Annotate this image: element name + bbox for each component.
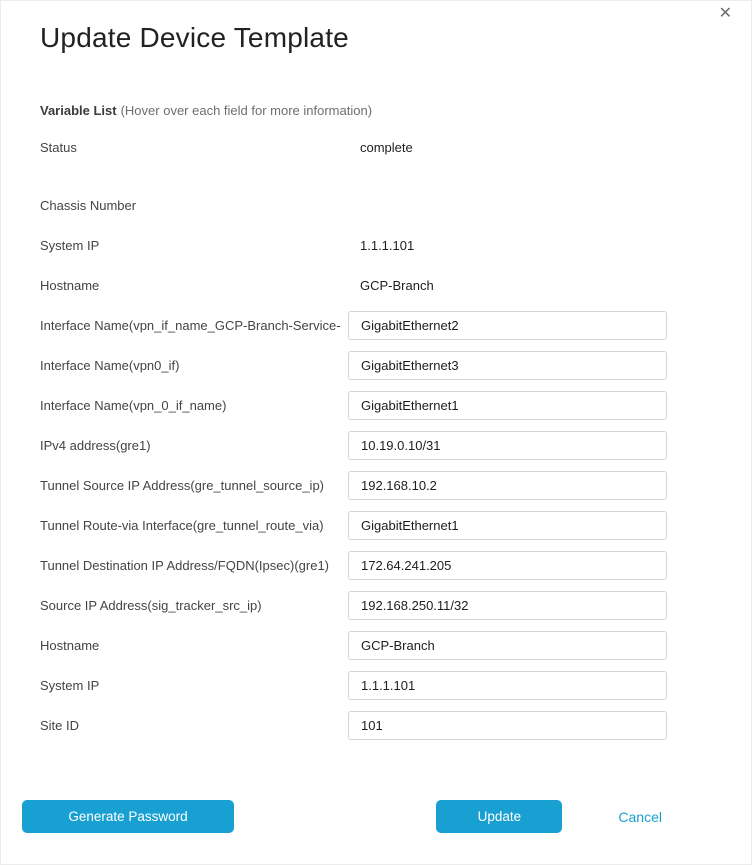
interface-name-vpn0-if-input[interactable] xyxy=(348,351,667,380)
ipv4-address-gre1-input[interactable] xyxy=(348,431,667,460)
variable-row-system-ip-2 xyxy=(40,665,667,705)
variable-row-interface-name-vpn-0-if-name xyxy=(40,385,667,425)
hostname-value: GCP-Branch xyxy=(360,277,434,293)
variable-list-hint: (Hover over each field for more information) xyxy=(120,103,373,118)
variable-row-tunnel-destination-ip-address xyxy=(40,545,667,585)
site-id-label: Site ID xyxy=(40,717,80,733)
hostname-label: Hostname xyxy=(40,277,100,293)
chassis-number-label: Chassis Number xyxy=(40,197,137,213)
site-id-input[interactable] xyxy=(348,711,667,740)
interface-name-vpn-if-name-input[interactable] xyxy=(348,311,667,340)
system-ip-value: 1.1.1.101 xyxy=(360,237,415,253)
tunnel-source-ip-address-input[interactable] xyxy=(348,471,667,500)
variable-row-source-ip-address xyxy=(40,585,667,625)
variable-row-chassis-number xyxy=(40,185,667,225)
update-button[interactable]: Update xyxy=(436,800,562,833)
status-value: complete xyxy=(360,139,413,155)
variable-row-interface-name-vpn-if-name xyxy=(40,305,667,345)
dialog-footer xyxy=(1,800,751,833)
footer-actions xyxy=(436,800,662,833)
system-ip-2-input[interactable] xyxy=(348,671,667,700)
variable-row-tunnel-route-via-interface xyxy=(40,505,667,545)
tunnel-destination-ip-address-label: Tunnel Destination IP Address/FQDN(Ipsec)(gre1) xyxy=(40,557,330,573)
cancel-button[interactable]: Cancel xyxy=(618,808,662,825)
system-ip-label: System IP xyxy=(40,237,100,253)
variable-list-heading: Variable List xyxy=(40,103,117,118)
variable-row-interface-name-vpn0-if xyxy=(40,345,667,385)
tunnel-destination-ip-address-input[interactable] xyxy=(348,551,667,580)
tunnel-route-via-interface-input[interactable] xyxy=(348,511,667,540)
variable-list-header xyxy=(40,103,712,118)
tunnel-source-ip-address-label: Tunnel Source IP Address(gre_tunnel_source_ip) xyxy=(40,477,325,493)
hostname-2-input[interactable] xyxy=(348,631,667,660)
source-ip-address-label: Source IP Address(sig_tracker_src_ip) xyxy=(40,597,262,613)
source-ip-address-input[interactable] xyxy=(348,591,667,620)
variable-row-hostname-2 xyxy=(40,625,667,665)
hostname-2-label: Hostname xyxy=(40,637,100,653)
interface-name-vpn0-if-label: Interface Name(vpn0_if) xyxy=(40,357,180,373)
ipv4-address-gre1-label: IPv4 address(gre1) xyxy=(40,437,151,453)
variable-row-system-ip xyxy=(40,225,667,265)
interface-name-vpn-if-name-label: Interface Name(vpn_if_name_GCP-Branch-Service- xyxy=(40,317,341,333)
interface-name-vpn-0-if-name-label: Interface Name(vpn_0_if_name) xyxy=(40,397,227,413)
close-icon[interactable]: ✕ xyxy=(718,5,732,22)
system-ip-2-label: System IP xyxy=(40,677,100,693)
variable-row-tunnel-source-ip-address xyxy=(40,465,667,505)
status-label: Status xyxy=(40,139,77,155)
dialog-title: Update Device Template xyxy=(40,22,349,53)
variable-row-hostname xyxy=(40,265,667,305)
tunnel-route-via-interface-label: Tunnel Route-via Interface(gre_tunnel_route_via) xyxy=(40,517,324,533)
generate-password-button[interactable]: Generate Password xyxy=(22,800,234,833)
variable-row-site-id xyxy=(40,705,667,745)
variable-row-status xyxy=(40,127,667,167)
interface-name-vpn-0-if-name-input[interactable] xyxy=(348,391,667,420)
variable-row-ipv4-address-gre1 xyxy=(40,425,667,465)
variable-list xyxy=(1,127,751,745)
